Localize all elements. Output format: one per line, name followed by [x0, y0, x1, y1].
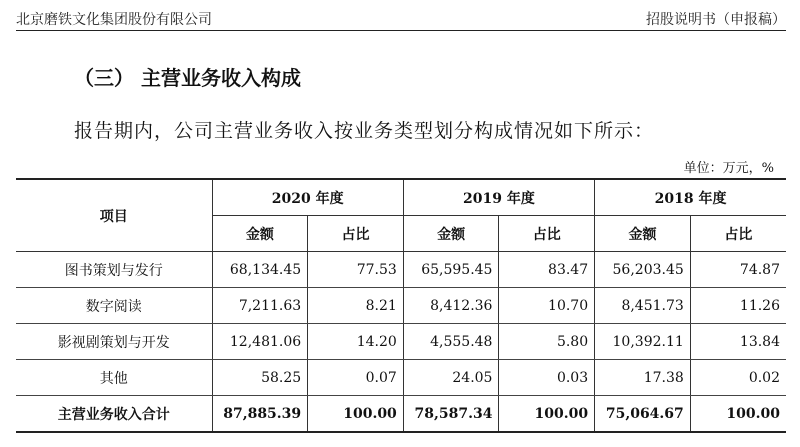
year-header-2020: 2020 年度: [212, 179, 403, 216]
table-row: [16, 324, 786, 360]
row-label: 图书策划与发行: [16, 252, 212, 288]
cell-share-2020: 77.53: [308, 252, 404, 288]
cell-share-2019: 10.70: [499, 288, 595, 324]
cell-share-2018: 74.87: [690, 252, 786, 288]
table-row: [16, 252, 786, 288]
row-label: 主营业务收入合计: [16, 396, 212, 433]
company-name: 北京磨铁文化集团股份有限公司: [16, 12, 212, 28]
table-row: [16, 288, 786, 324]
share-header: 占比: [499, 216, 595, 252]
cell-share-2019: 83.47: [499, 252, 595, 288]
table-row: [16, 360, 786, 396]
row-label: 其他: [16, 360, 212, 396]
amount-header: 金额: [212, 216, 308, 252]
row-label: 数字阅读: [16, 288, 212, 324]
cell-amount-2019: 78,587.34: [403, 396, 499, 433]
cell-amount-2018: 8,451.73: [595, 288, 691, 324]
row-label: 影视剧策划与开发: [16, 324, 212, 360]
cell-share-2019: 0.03: [499, 360, 595, 396]
amount-header: 金额: [403, 216, 499, 252]
cell-share-2020: 8.21: [308, 288, 404, 324]
year-header-2019: 2019 年度: [403, 179, 594, 216]
intro-text: 报告期内，公司主营业务收入按业务类型划分构成情况如下所示：: [74, 120, 655, 142]
cell-amount-2019: 65,595.45: [403, 252, 499, 288]
cell-share-2018: 0.02: [690, 360, 786, 396]
page-header: [16, 6, 786, 31]
cell-share-2019: 100.00: [499, 396, 595, 433]
total-row: [16, 396, 786, 433]
cell-amount-2019: 4,555.48: [403, 324, 499, 360]
cell-share-2020: 14.20: [308, 324, 404, 360]
cell-amount-2019: 8,412.36: [403, 288, 499, 324]
cell-share-2020: 100.00: [308, 396, 404, 433]
cell-amount-2018: 56,203.45: [595, 252, 691, 288]
amount-header: 金额: [595, 216, 691, 252]
year-header-2018: 2018 年度: [595, 179, 786, 216]
cell-amount-2019: 24.05: [403, 360, 499, 396]
document-type: 招股说明书（申报稿）: [646, 12, 786, 28]
unit-note: 单位：万元，%: [683, 161, 774, 176]
cell-amount-2020: 12,481.06: [212, 324, 308, 360]
cell-share-2018: 100.00: [690, 396, 786, 433]
item-header: 项目: [16, 179, 212, 252]
cell-amount-2020: 87,885.39: [212, 396, 308, 433]
cell-amount-2018: 17.38: [595, 360, 691, 396]
section-title: （三） 主营业务收入构成: [74, 66, 301, 90]
cell-share-2019: 5.80: [499, 324, 595, 360]
cell-amount-2020: 7,211.63: [212, 288, 308, 324]
cell-share-2020: 0.07: [308, 360, 404, 396]
revenue-table: [16, 178, 786, 433]
share-header: 占比: [690, 216, 786, 252]
cell-amount-2020: 58.25: [212, 360, 308, 396]
cell-amount-2018: 75,064.67: [595, 396, 691, 433]
cell-amount-2018: 10,392.11: [595, 324, 691, 360]
cell-amount-2020: 68,134.45: [212, 252, 308, 288]
cell-share-2018: 11.26: [690, 288, 786, 324]
year-header-row: [16, 179, 786, 216]
share-header: 占比: [308, 216, 404, 252]
cell-share-2018: 13.84: [690, 324, 786, 360]
